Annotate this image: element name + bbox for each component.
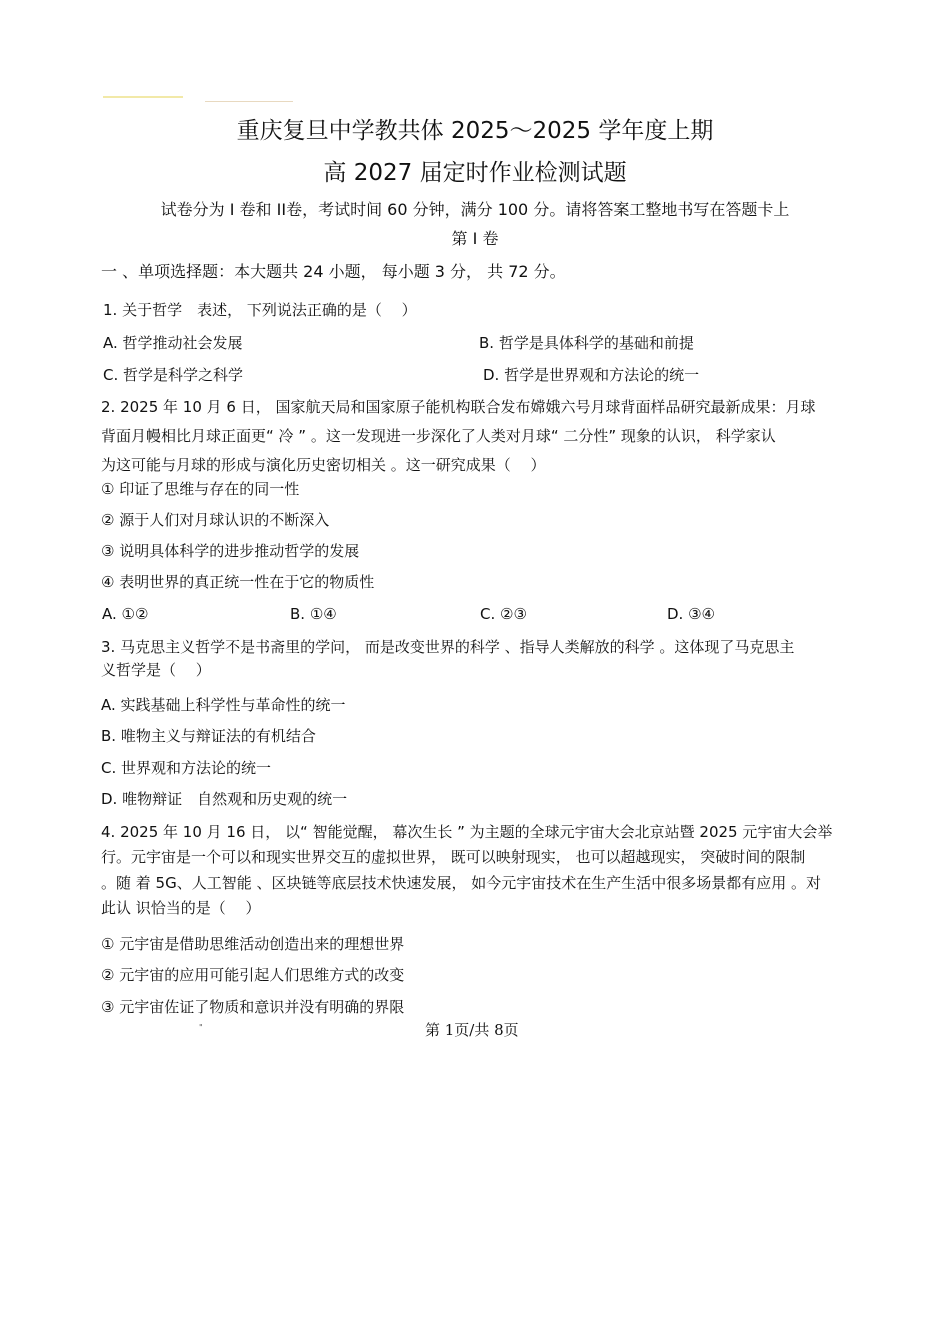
question-3-stem-line-1: 3. 马克思主义哲学不是书斋里的学问， 而是改变世界的科学 、指导人类解放的科学 。这体现了马克思主 (101, 638, 795, 656)
question-4-stem-line-4: 此认 识恰当的是（ ） (101, 899, 261, 917)
question-4-stem-line-1: 4. 2025 年 10 月 16 日， 以“ 智能觉醒， 幕次生长 ” 为主题的全球元宇宙大会北京站暨 2025 元宇宙大会举 (101, 823, 833, 841)
section-heading: 一 、单项选择题：本大题共 24 小题， 每小题 3 分， 共 72 分。 (101, 262, 566, 281)
question-2-stem-line-3: 为这可能与月球的形成与演化历史密切相关 。这一研究成果（ ） (101, 456, 546, 474)
footer-mark: " (199, 1023, 203, 1032)
question-4-stem-line-3: 。随 着 5G、人工智能 、区块链等底层技术快速发展， 如今元宇宙技术在生产生活中很多场景都有应用 。对 (101, 874, 822, 892)
question-2-option-b: B. ①④ (290, 605, 337, 623)
question-1-option-b: B. 哲学是具体科学的基础和前提 (479, 334, 694, 352)
exam-title: 重庆复旦中学教共体 2025～2025 学年度上期 (236, 118, 714, 144)
question-2-statement-2: ② 源于人们对月球认识的不断深入 (101, 511, 330, 529)
header-decoration (103, 96, 183, 98)
volume-label: 第 Ⅰ 卷 (451, 229, 499, 248)
question-3-option-a: A. 实践基础上科学性与革命性的统一 (101, 696, 346, 714)
question-2-stem-line-1: 2. 2025 年 10 月 6 日， 国家航天局和国家原子能机构联合发布嫦娥六号月球背面样品研究最新成果：月球 (101, 398, 816, 416)
exam-instructions: 试卷分为 I 卷和 II卷，考试时间 60 分钟，满分 100 分。请将答案工整地书写在答题卡上 (160, 200, 790, 219)
question-4-stem-line-2: 行。元宇宙是一个可以和现实世界交互的虚拟世界， 既可以映射现实， 也可以超越现实， 突破时间的限制 (101, 848, 806, 866)
question-1-option-c: C. 哲学是科学之科学 (103, 366, 244, 384)
question-3-option-d: D. 唯物辩证 自然观和历史观的统一 (101, 790, 348, 808)
question-2-statement-4: ④ 表明世界的真正统一性在于它的物质性 (101, 573, 375, 591)
question-3-option-c: C. 世界观和方法论的统一 (101, 759, 272, 777)
question-4-statement-1: ① 元宇宙是借助思维活动创造出来的理想世界 (101, 935, 405, 953)
question-3-option-b: B. 唯物主义与辩证法的有机结合 (101, 727, 316, 745)
question-2-statement-1: ① 印证了思维与存在的同一性 (101, 480, 300, 498)
question-2-stem-line-2: 背面月幔相比月球正面更“ 冷 ” 。这一发现进一步深化了人类对月球“ 二分性” 现象的认识， 科学家认 (101, 427, 776, 445)
question-1-option-d: D. 哲学是世界观和方法论的统一 (483, 366, 700, 384)
page-number: 第 1页/共 8页 (425, 1021, 519, 1039)
question-1-stem: 1. 关于哲学 表述， 下列说法正确的是（ ） (103, 301, 417, 319)
question-1-option-a: A. 哲学推动社会发展 (103, 334, 243, 352)
question-4-statement-2: ② 元宇宙的应用可能引起人们思维方式的改变 (101, 966, 405, 984)
question-4-statement-3: ③ 元宇宙佐证了物质和意识并没有明确的界限 (101, 998, 405, 1016)
exam-subtitle: 高 2027 届定时作业检测试题 (323, 160, 627, 186)
question-3-stem-line-2: 义哲学是（ ） (101, 661, 211, 679)
question-2-option-c: C. ②③ (480, 605, 527, 623)
header-decoration-line (205, 101, 293, 102)
question-2-option-d: D. ③④ (667, 605, 715, 623)
question-2-statement-3: ③ 说明具体科学的进步推动哲学的发展 (101, 542, 360, 560)
question-2-option-a: A. ①② (102, 605, 149, 623)
